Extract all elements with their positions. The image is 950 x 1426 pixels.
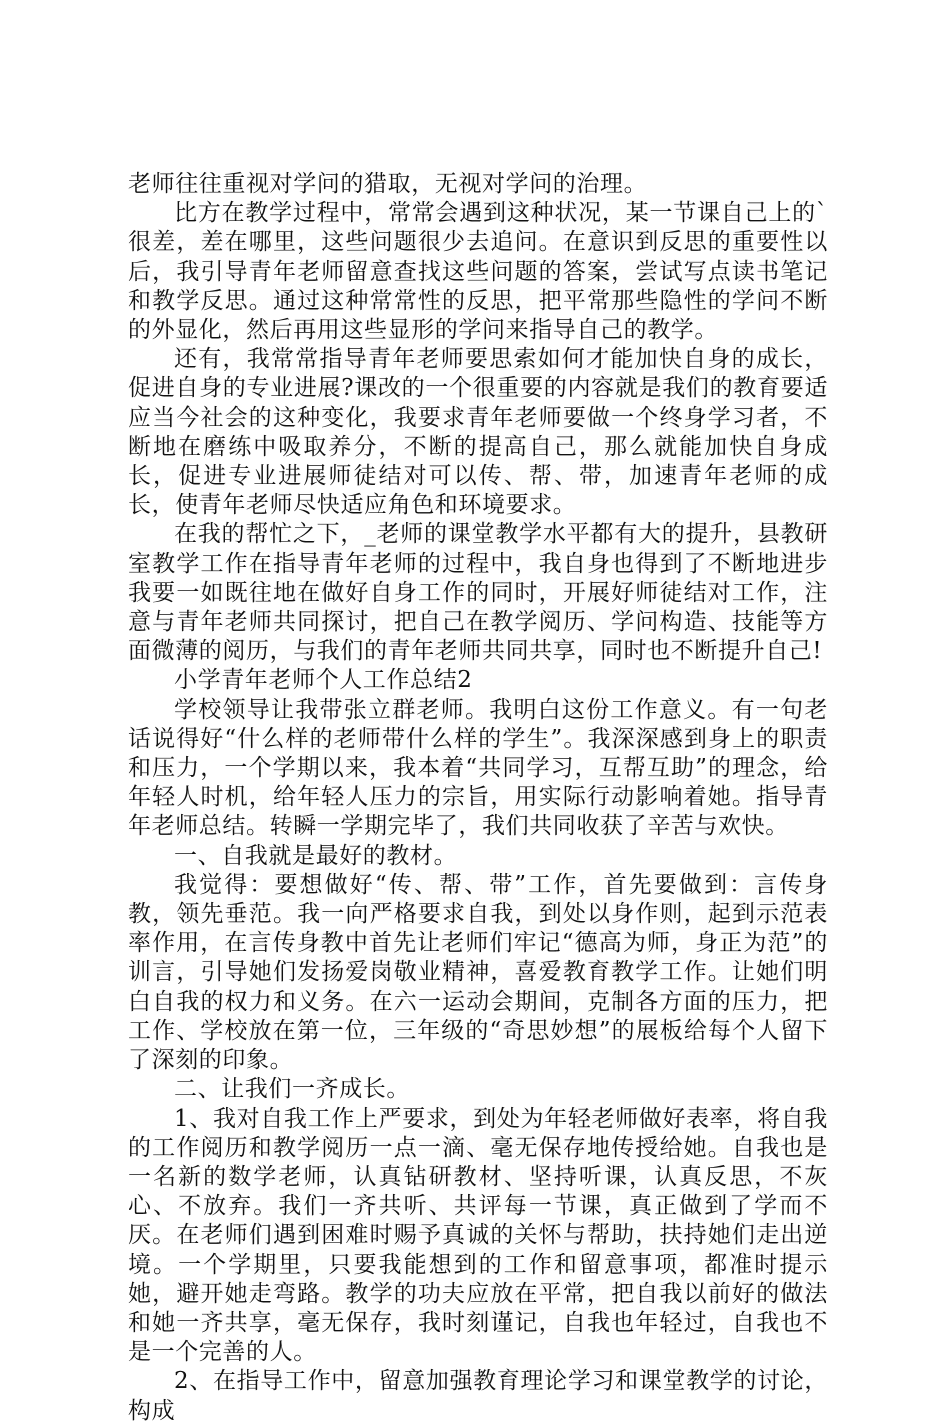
- paragraph-5: 学校领导让我带张立群老师。我明白这份工作意义。有一句老话说得好“什么样的老师带什么样的学生”。我深深感到身上的职责和压力，一个学期以来，我本着“共同学习，互帮互助”的理念，给年轻人时机，给年轻人压力的宗旨，用实际行动影响着她。指导青年老师总结。转瞬一学期完毕了，我们共同收获了辛苦与欢快。: [128, 696, 828, 840]
- paragraph-3: 还有，我常常指导青年老师要思索如何才能加快自身的成长，促进自身的专业进展?课改的一个很重要的内容就是我们的教育要适应当今社会的这种变化，我要求青年老师要做一个终身学习者，不断地在磨练中吸取养分，不断的提高自己，那么就能加快自身成长，促进专业进展师徒结对可以传、帮、带，加速青年老师的成长，使青年老师尽快适应角色和环境要求。: [128, 346, 828, 519]
- section-heading-summary-2: 小学青年老师个人工作总结2: [174, 667, 473, 694]
- paragraph-7: 1、我对自我工作上严要求，到处为年轻老师做好表率，将自我的工作阅历和教学阅历一点一滴、毫无保存地传授给她。自我也是一名新的数学老师，认真钻研教材、坚持听课，认真反思，不灰心、不放弃。我们一齐共听、共评每一节课，真正做到了学而不厌。在老师们遇到困难时赐予真诚的关怀与帮助，扶持她们走出逆境。一个学期里，只要我能想到的工作和留意事项，都准时提示她，避开她走弯路。教学的功夫应放在平常，把自我以前好的做法和她一齐共享，毫无保存，我时刻谨记，自我也年轻过，自我也不是一个完善的人。: [128, 1105, 828, 1366]
- paragraph-8: 2、在指导工作中，留意加强教育理论学习和课堂教学的讨论，构成: [128, 1368, 828, 1424]
- paragraph-2: 比方在教学过程中，常常会遇到这种状况，某一节课自己上的`很差，差在哪里，这些问题很少去追问。在意识到反思的重要性以后，我引导青年老师留意查找这些问题的答案，尝试写点读书笔记和教学反思。通过这种常常性的反思，把平常那些隐性的学问不断的外显化，然后再用这些显形的学问来指导自己的教学。: [128, 200, 828, 344]
- subheading-2: 二、让我们一齐成长。: [174, 1076, 410, 1103]
- document-body: [128, 170, 828, 1426]
- paragraph-4: 在我的帮忙之下，_老师的课堂教学水平都有大的提升，县教研室教学工作在指导青年老师的过程中，我自身也得到了不断地进步我要一如既往地在做好自身工作的同时，开展好师徒结对工作，注意与青年老师共同探讨，把自己在教学阅历、学问构造、技能等方面微薄的阅历，与我们的青年老师共同共享，同时也不断提升自己!: [128, 521, 828, 665]
- paragraph-1: 老师往往重视对学问的猎取，无视对学问的治理。: [128, 171, 648, 197]
- paragraph-6: 我觉得：要想做好“传、帮、带”工作，首先要做到：言传身教，领先垂范。我一向严格要求自我，到处以身作则，起到示范表率作用，在言传身教中首先让老师们牢记“德高为师，身正为范”的训言，引导她们发扬爱岗敬业精神，喜爱教育教学工作。让她们明白自我的权力和义务。在六一运动会期间，克制各方面的压力，把工作、学校放在第一位，三年级的“奇思妙想”的展板给每个人留下了深刻的印象。: [128, 871, 828, 1074]
- subheading-1: 一、自我就是最好的教材。: [174, 842, 458, 869]
